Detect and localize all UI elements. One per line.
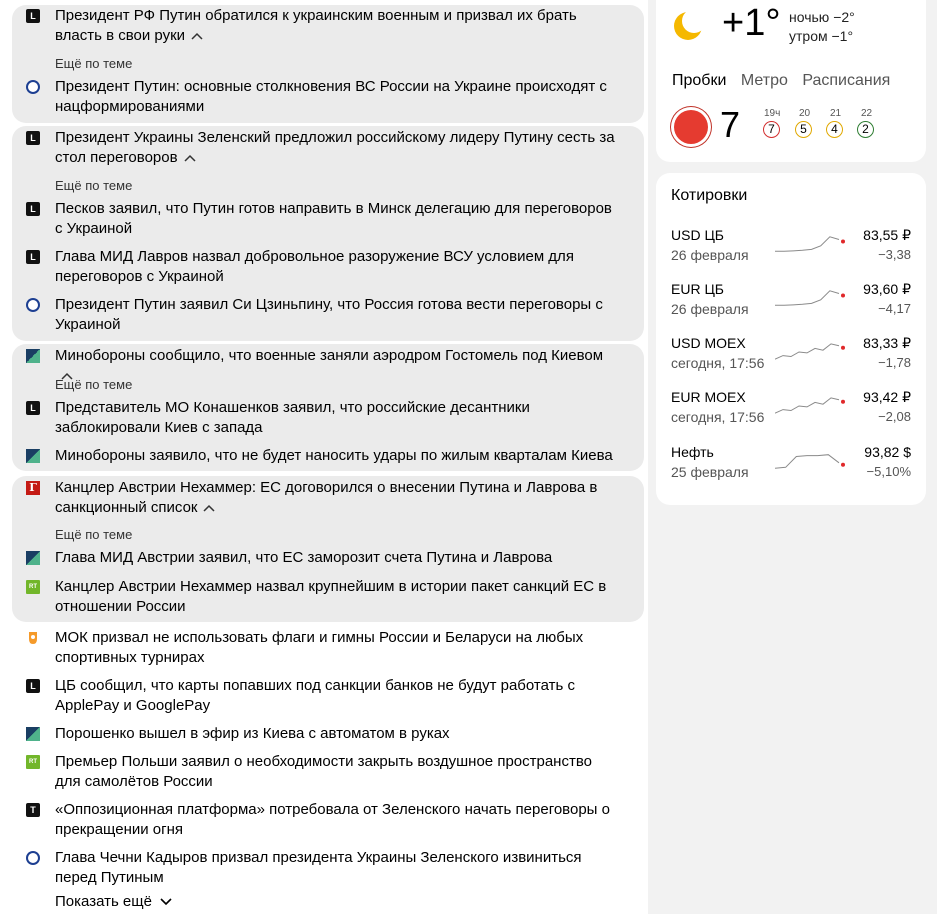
forecast-hour: 20 (799, 108, 811, 119)
sparkline-last-point (841, 463, 845, 467)
sparkline-path (775, 455, 839, 469)
lenta-icon (26, 679, 40, 693)
quote-value: 93,82 $ (864, 444, 911, 460)
quote-change: −1,78 (878, 355, 911, 370)
lenta-icon (26, 401, 40, 415)
news-title[interactable]: Президент Путин заявил Си Цзиньпину, что Россия готова вести переговоры с Украиной (55, 296, 603, 333)
quote-change: −5,10% (866, 464, 911, 479)
news-title[interactable]: Президент Украины Зеленский предложил российскому лидеру Путину сесть за стол переговоров (55, 129, 615, 166)
gazeta-icon: Г (26, 481, 40, 495)
forecast-score: 4 (826, 121, 843, 138)
forecast-score: 5 (795, 121, 812, 138)
quotes-title: Котировки (671, 187, 748, 204)
news-title[interactable]: Канцлер Австрии Нехаммер назвал крупнейшим в истории пакет санкций ЕС в отношении России (55, 578, 607, 615)
news-title[interactable]: Глава МИД Австрии заявил, что ЕС заморозит счета Путина и Лаврова (55, 549, 553, 566)
news-title[interactable]: «Оппозиционная платформа» потребовала от Зеленского начать переговоры о прекращении огня (55, 801, 610, 838)
news-title[interactable]: Президент РФ Путин обратился к украинским военным и призвал их брать власть в свои руки (55, 7, 577, 44)
quote-value: 93,60 ₽ (863, 281, 911, 297)
traffic-tabs (672, 72, 900, 90)
quote-row[interactable] (671, 227, 911, 267)
sparkline-last-point (841, 400, 845, 404)
sparkline (775, 339, 850, 365)
news-title[interactable]: Порошенко вышел в эфир из Киева с автоматом в руках (55, 725, 450, 742)
news-title[interactable]: Премьер Польши заявил о необходимости закрыть воздушное пространство для самолётов России (55, 753, 592, 790)
sparkline-path (775, 291, 839, 305)
sparkline-path (775, 398, 839, 413)
chevron-down-icon (160, 898, 172, 906)
mo-icon (26, 727, 40, 741)
quote-name: EUR ЦБ (671, 281, 724, 297)
more-topic-label: Ещё по теме (55, 56, 133, 71)
quote-change: −2,08 (878, 409, 911, 424)
moon-icon (672, 10, 704, 42)
sparkline-path (775, 344, 839, 359)
quote-date: 26 февраля (671, 247, 749, 263)
chevron-up-icon[interactable] (203, 504, 215, 512)
mo-icon (26, 449, 40, 463)
lenta-icon (26, 250, 40, 264)
rt-icon: RT (26, 580, 40, 594)
quote-row[interactable] (671, 281, 911, 321)
news-title[interactable]: ЦБ сообщил, что карты попавших под санкции банков не будут работать с ApplePay и GooglePay (55, 677, 575, 714)
weather-widget (656, 0, 926, 162)
news-title[interactable]: Глава Чечни Кадыров призвал президента Украины Зеленского извиниться перед Путиным (55, 849, 582, 886)
lenta-icon (26, 131, 40, 145)
sparkline (775, 393, 850, 419)
night-temperature: ночью −2° (789, 9, 855, 25)
sparkline-last-point (841, 240, 845, 244)
sparkline (775, 285, 850, 311)
news-title[interactable]: Глава МИД Лавров назвал добровольное разоружение ВСУ условием для переговоров с Украиной (55, 248, 574, 285)
forecast-score: 7 (763, 121, 780, 138)
show-more-label: Показать ещё (55, 893, 152, 910)
t-icon (26, 803, 40, 817)
sparkline (775, 231, 850, 257)
quote-name: USD MOEX (671, 335, 746, 351)
lenta-icon (26, 202, 40, 216)
sparkline-path (775, 237, 839, 251)
traffic-icon[interactable] (674, 110, 708, 144)
quote-change: −3,38 (878, 247, 911, 262)
quote-date: сегодня, 17:56 (671, 409, 765, 425)
more-topic-label: Ещё по теме (55, 527, 133, 542)
forecast-hour: 19ч (764, 108, 781, 119)
mo-icon (26, 349, 40, 363)
quotes-widget (656, 173, 926, 505)
news-title[interactable]: Президент Путин: основные столкновения ВС России на Украине происходят с нацформированиями (55, 78, 607, 115)
news-title[interactable]: Представитель МО Конашенков заявил, что российские десантники заблокировали Киев с запада (55, 399, 530, 436)
current-temperature[interactable]: +1° (722, 2, 781, 44)
quote-value: 83,55 ₽ (863, 227, 911, 243)
sparkline-last-point (841, 294, 845, 298)
quote-date: 26 февраля (671, 301, 749, 317)
forecast-hour: 22 (861, 108, 873, 119)
show-more-button[interactable] (55, 893, 172, 910)
quote-date: сегодня, 17:56 (671, 355, 765, 371)
quote-row[interactable] (671, 335, 911, 375)
news-title[interactable]: МОК призвал не использовать флаги и гимны России и Беларуси на любых спортивных турнирах (55, 629, 584, 666)
news-title[interactable]: Минобороны сообщило, что военные заняли аэродром Гостомель под Киевом (55, 347, 604, 364)
tab-traffic[interactable]: Пробки (672, 72, 727, 89)
more-topic-label: Ещё по теме (55, 178, 133, 193)
quote-name: USD ЦБ (671, 227, 724, 243)
tab-metro[interactable]: Метро (740, 72, 788, 89)
quote-row[interactable] (671, 444, 911, 484)
lenta-icon (26, 9, 40, 23)
sparkline-last-point (841, 346, 845, 350)
news-title[interactable]: Канцлер Австрии Нехаммер: ЕС договорился о внесении Путина и Лаврова в санкционный список (55, 479, 598, 516)
news-title[interactable]: Песков заявил, что Путин готов направить в Минск делегацию для переговоров с Украиной (55, 200, 612, 237)
sport-icon (26, 631, 40, 645)
quote-date: 25 февраля (671, 464, 749, 480)
more-topic-label: Ещё по теме (55, 377, 133, 392)
forecast-hour: 21 (830, 108, 842, 119)
quote-value: 83,33 ₽ (863, 335, 911, 351)
forecast-score: 2 (857, 121, 874, 138)
tass-icon (26, 80, 40, 94)
tass-icon (26, 298, 40, 312)
quote-value: 93,42 ₽ (863, 389, 911, 405)
news-title[interactable]: Минобороны заявило, что не будет наносить удары по жилым кварталам Киева (55, 447, 613, 464)
mo-icon (26, 551, 40, 565)
rt-icon: RT (26, 755, 40, 769)
quote-row[interactable] (671, 389, 911, 429)
traffic-score[interactable]: 7 (720, 104, 741, 145)
quote-name: Нефть (671, 444, 714, 460)
sparkline (775, 448, 850, 474)
chevron-up-icon[interactable] (191, 32, 203, 40)
tab-schedules[interactable]: Расписания (802, 72, 891, 89)
morning-temperature: утром −1° (789, 28, 854, 44)
quote-change: −4,17 (878, 301, 911, 316)
quote-name: EUR MOEX (671, 389, 746, 405)
tass-icon (26, 851, 40, 865)
chevron-up-icon[interactable] (184, 154, 196, 162)
